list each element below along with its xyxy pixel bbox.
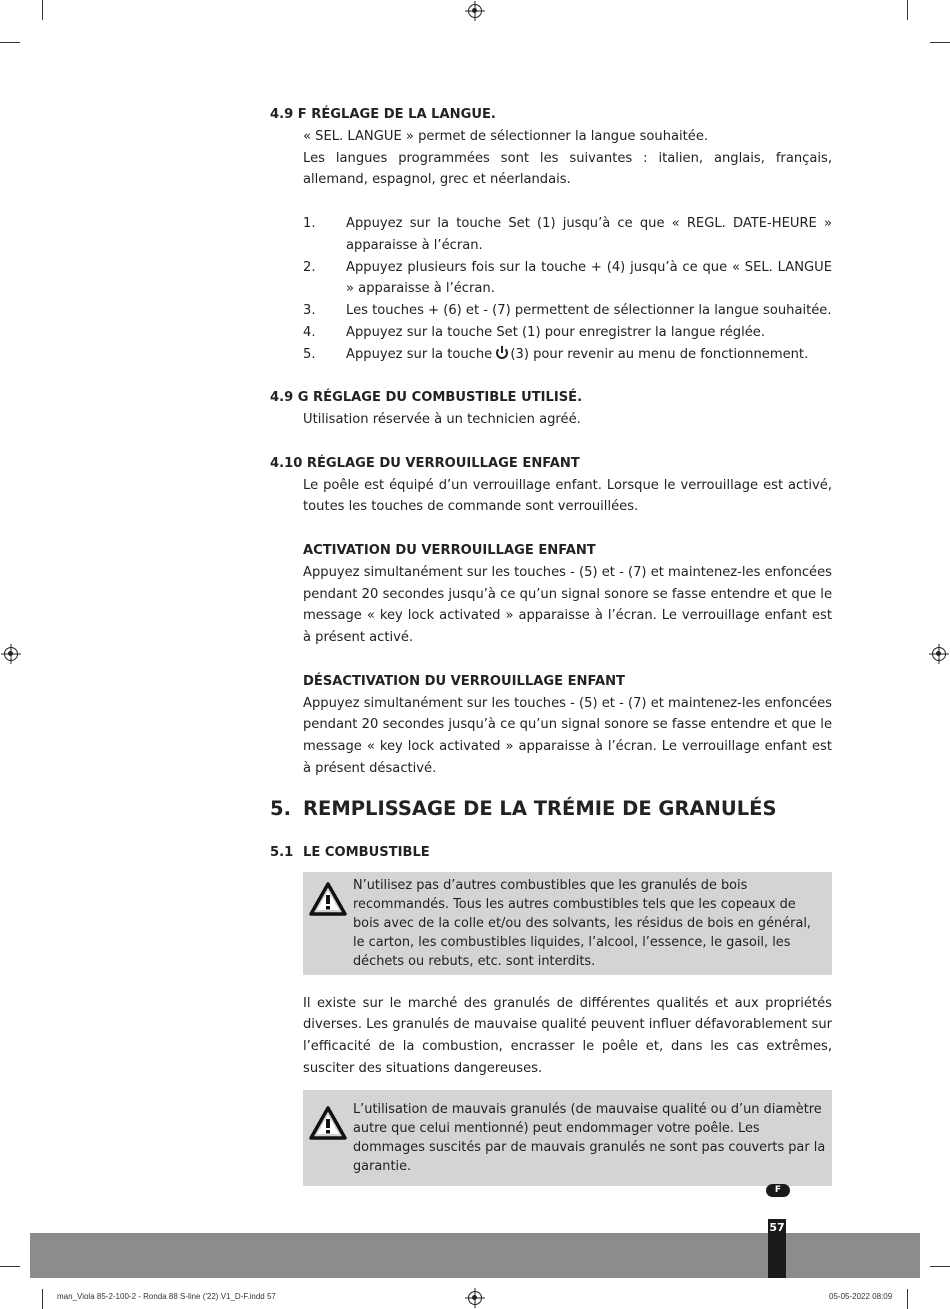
language-badge: F <box>766 1184 790 1197</box>
warning-box: L’utilisation de mauvais granulés (de mauvaise qualité ou d’un diamètre autre que celui mentionné) peut endommager votre poêle. Les dommages suscités par de mauvais granulés ne sont pas couverts par la garantie. <box>303 1090 832 1186</box>
section-heading: 4.10 RÉGLAGE DU VERROUILLAGE ENFANT <box>270 455 580 471</box>
section-text: Utilisation réservée à un technicien agréé. <box>303 412 581 428</box>
footer-band <box>30 1233 920 1278</box>
crop-mark <box>907 0 908 20</box>
section-text: Il existe sur le marché des granulés de différentes qualités et aux propriétés diverses. Les granulés de mauvaise qualité peuvent influer défavorablement sur l’efficacité de la combustion, encrasser le poêle et, dans les cas extrêmes, susciter des situations dangereuses. <box>303 995 832 1076</box>
page-number: 57 <box>768 1219 786 1278</box>
subsection-heading: DÉSACTIVATION DU VERROUILLAGE ENFANT <box>303 673 625 689</box>
registration-mark-icon <box>468 4 482 18</box>
registration-mark-icon <box>932 647 946 661</box>
slug-date: 05-05-2022 08:09 <box>829 1292 893 1301</box>
crop-mark <box>0 42 20 43</box>
list-item: 4. Appuyez sur la touche Set (1) pour enregistrer la langue réglée. <box>303 324 765 340</box>
list-item: 1. Appuyez sur la touche Set (1) jusqu’à ce que « REGL. DATE-HEURE » apparaisse à l’écran. <box>303 215 832 253</box>
section-heading: 4.9 G RÉGLAGE DU COMBUSTIBLE UTILISÉ. <box>270 390 583 406</box>
section-text: « SEL. LANGUE » permet de sélectionner la langue souhaitée. <box>303 128 709 144</box>
crop-mark <box>0 1266 20 1267</box>
crop-mark <box>930 1266 950 1267</box>
crop-mark <box>42 1289 43 1309</box>
subsection-heading: ACTIVATION DU VERROUILLAGE ENFANT <box>303 542 596 558</box>
subsection-title: 5.1 LE COMBUSTIBLE <box>270 844 430 860</box>
list-item: 3. Les touches + (6) et - (7) permettent de sélectionner la langue souhaitée. <box>303 303 832 319</box>
crop-mark <box>930 42 950 43</box>
section-text: Les langues programmées sont les suivantes : italien, anglais, français, allemand, espagnol, grec et néerlandais. <box>303 150 832 188</box>
list-item: 2. Appuyez plusieurs fois sur la touche + (4) jusqu’à ce que « SEL. LANGUE » apparaisse à l’écran. <box>303 259 832 297</box>
warning-triangle-icon <box>303 1100 353 1176</box>
section-text: Le poêle est équipé d’un verrouillage enfant. Lorsque le verrouillage est activé, toutes les touches de commande sont verrouillées. <box>303 477 832 515</box>
page-content <box>270 104 832 1186</box>
chapter-title: 5. REMPLISSAGE DE LA TRÉMIE DE GRANULÉS <box>270 796 777 820</box>
steps-list <box>270 213 832 366</box>
section-text: Appuyez simultanément sur les touches - (5) et - (7) et maintenez-les enfoncées pendant 20 secondes jusqu’à ce qu’un signal sonore se fasse entendre et que le message « key lock activated » apparaisse à l’écran. Le verrouillage enfant est à présent activé. <box>303 564 832 646</box>
slug-file-info: man_Viola 85-2-100-2 - Ronda 88 S-line ('22) V1_D-F.indd 57 <box>57 1292 276 1301</box>
section-heading: 4.9 F RÉGLAGE DE LA LANGUE. <box>270 107 496 122</box>
list-item: 5. Appuyez sur la touche (3) pour revenir au menu de fonctionnement. <box>303 346 809 362</box>
warning-box: N’utilisez pas d’autres combustibles que les granulés de bois recommandés. Tous les autres combustibles tels que les copeaux de bois avec de la colle et/ou des solvants, les résidus de bois en général, le carton, les combustibles liquides, l’alcool, l’essence, le gasoil, les déchets ou rebuts, etc. sont interdits. <box>303 872 832 975</box>
warning-triangle-icon <box>303 876 353 971</box>
section-text: Appuyez simultanément sur les touches - (5) et - (7) et maintenez-les enfoncées pendant 20 secondes jusqu’à ce qu’un signal sonore se fasse entendre et que le message « key lock activated » apparaisse à l’écran. Le verrouillage enfant est à présent désactivé. <box>303 695 832 776</box>
registration-mark-icon <box>468 1291 482 1305</box>
crop-mark <box>907 1289 908 1309</box>
crop-mark <box>42 0 43 20</box>
power-icon <box>496 347 508 359</box>
registration-mark-icon <box>4 647 18 661</box>
